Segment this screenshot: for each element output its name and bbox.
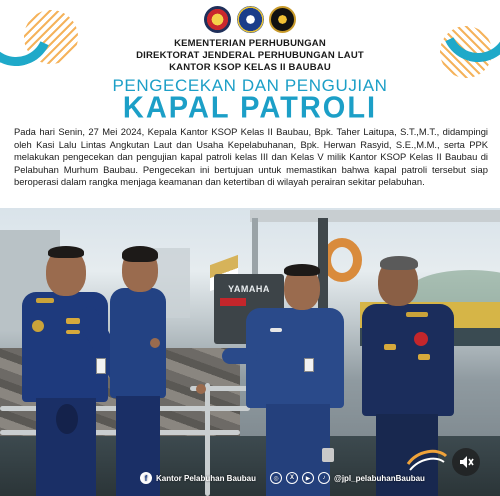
ksop-logo — [269, 6, 296, 33]
engine-brand-label: YAMAHA — [228, 284, 270, 294]
speaker-muted-icon — [458, 454, 474, 470]
poster-header — [0, 0, 500, 208]
instagram-icon[interactable]: ◎ — [270, 472, 282, 484]
life-ring-icon — [322, 238, 362, 282]
article-body: Pada hari Senin, 27 Mei 2024, Kepala Kantor KSOP Kelas II Baubau, Bpk. Taher Laitupa, S.T.,M.T., didampingi oleh Kasi Lalu Lintas Angkutan Laut dan Usaha Kepelabuhanan, Bpk. Herwan Rasyid, S.E.,M.M., serta PPK melakukan pengecekan dan pengujian kapal patroli kelas III dan Kelas V milik Kantor KSOP Kelas II Baubau di Pelabuhan Murhum Baubau. Pengecekan ini bertujuan untuk memastikan bahwa kapal patroli tersebut siap beroperasi dalam rangka menjaga keamanan dan ketertiban di wilayah perairan sekitar pelabuhan. — [14, 126, 488, 188]
x-icon[interactable]: X — [286, 472, 298, 484]
org-line-office: KANTOR KSOP KELAS II BAUBAU — [169, 62, 331, 73]
youtube-icon[interactable]: ▶ — [302, 472, 314, 484]
tiktok-icon[interactable]: ♪ — [318, 472, 330, 484]
footer-credits — [140, 470, 425, 486]
boat-canopy — [250, 210, 500, 222]
social-handle[interactable]: @jpl_pelabuhanBaubau — [334, 473, 425, 483]
engine-model-tag — [220, 298, 246, 306]
kemenhub-logo — [204, 6, 231, 33]
poster-title: KAPAL PATROLI — [122, 91, 378, 125]
facebook-page-label[interactable]: Kantor Pelabuhan Baubau — [156, 473, 257, 483]
facebook-icon[interactable]: f — [140, 472, 152, 484]
org-line-directorate: DIREKTORAT JENDERAL PERHUBUNGAN LAUT — [136, 50, 364, 61]
poster-subtitle: PENGECEKAN DAN PENGUJIAN — [112, 76, 388, 95]
org-line-ministry: KEMENTERIAN PERHUBUNGAN — [174, 38, 326, 49]
logo-row — [204, 6, 296, 34]
ditjen-hubla-logo — [237, 6, 264, 33]
mute-button[interactable] — [452, 448, 480, 476]
swoosh-logo-icon — [404, 444, 450, 476]
